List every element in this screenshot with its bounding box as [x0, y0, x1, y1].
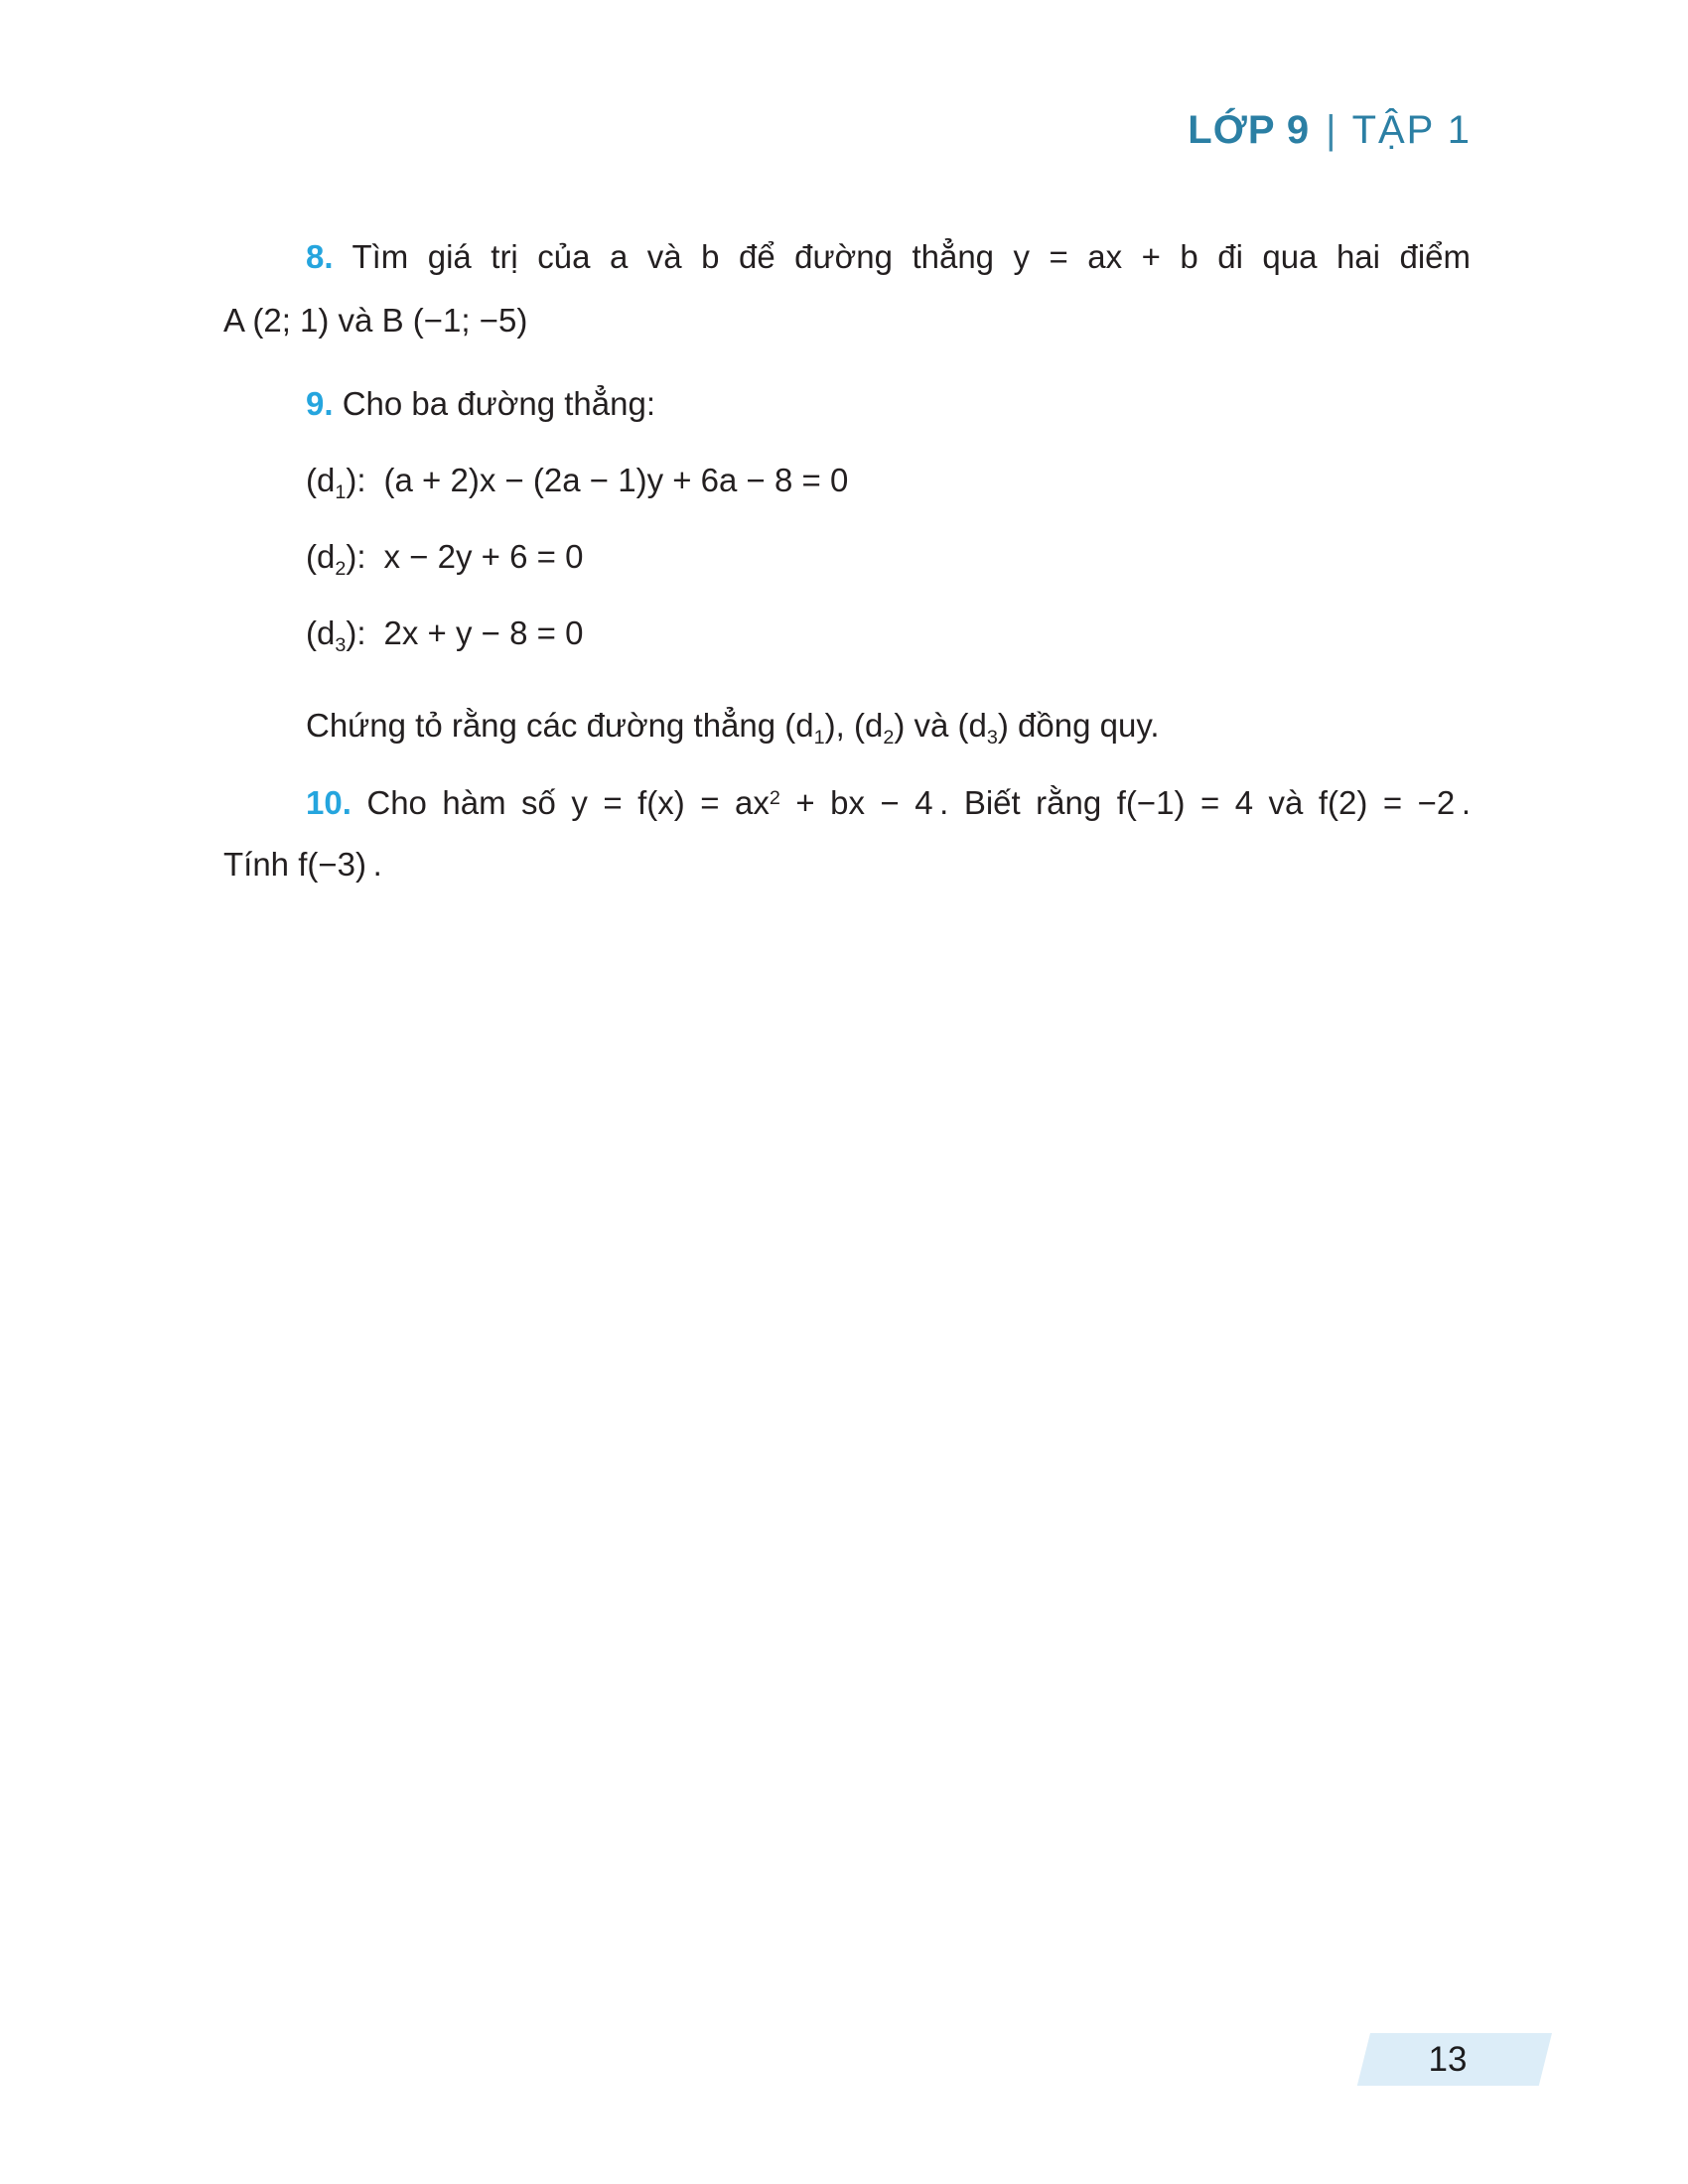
- equation-d3: [306, 611, 583, 656]
- problem-9-conclusion: [306, 703, 1160, 749]
- equation-d2: [306, 534, 583, 580]
- problem-8-points: A (2; 1) và B (−1; −5): [223, 302, 528, 339]
- header-volume-label: TẬP 1: [1351, 108, 1472, 152]
- page-header: [1188, 106, 1472, 154]
- problem-9-heading: [306, 381, 655, 427]
- equation-d1-body: (a + 2)x − (2a − 1)y + 6a − 8 = 0: [383, 462, 849, 498]
- equation-d2-body: x − 2y + 6 = 0: [383, 538, 584, 575]
- problem-8-line-1: [223, 234, 1471, 280]
- equation-d1-label: $(d_1)$:: [306, 462, 366, 503]
- problem-10-line-1: [223, 780, 1471, 826]
- problem-10-question: Tính f(−3) .: [223, 846, 382, 883]
- page-number: 13: [1428, 2039, 1468, 2079]
- problem-10-line-2: [223, 842, 1471, 887]
- problem-10-number: 10.: [306, 784, 352, 821]
- header-separator: |: [1326, 108, 1336, 152]
- problem-9-number: 9.: [306, 385, 334, 422]
- equation-d2-label: $(d_2)$:: [306, 538, 366, 580]
- problem-9-heading-text: Cho ba đường thẳng:: [342, 385, 655, 422]
- problem-8-number: 8.: [306, 238, 334, 275]
- equation-d1: [306, 458, 848, 503]
- problem-8-line-2: [223, 298, 1471, 343]
- equation-d3-label: $(d_3)$:: [306, 614, 366, 656]
- problem-9-conclusion-text: Chứng tỏ rằng các đường thẳng $(d_1)$, $(d_2)$ và $(d_3)$ đồng quy.: [306, 707, 1160, 749]
- header-grade-label: LỚP 9: [1188, 108, 1311, 152]
- problem-8-text: Tìm giá trị của a và b để đường thẳng y = ax + b đi qua hai điểm: [352, 238, 1471, 275]
- equation-d3-body: 2x + y − 8 = 0: [383, 614, 584, 651]
- problem-10-text: Cho hàm số $y = f(x) = ax^2$ + bx − 4 . Biết rằng f(−1) = 4 và f(2) = −2 .: [366, 784, 1472, 821]
